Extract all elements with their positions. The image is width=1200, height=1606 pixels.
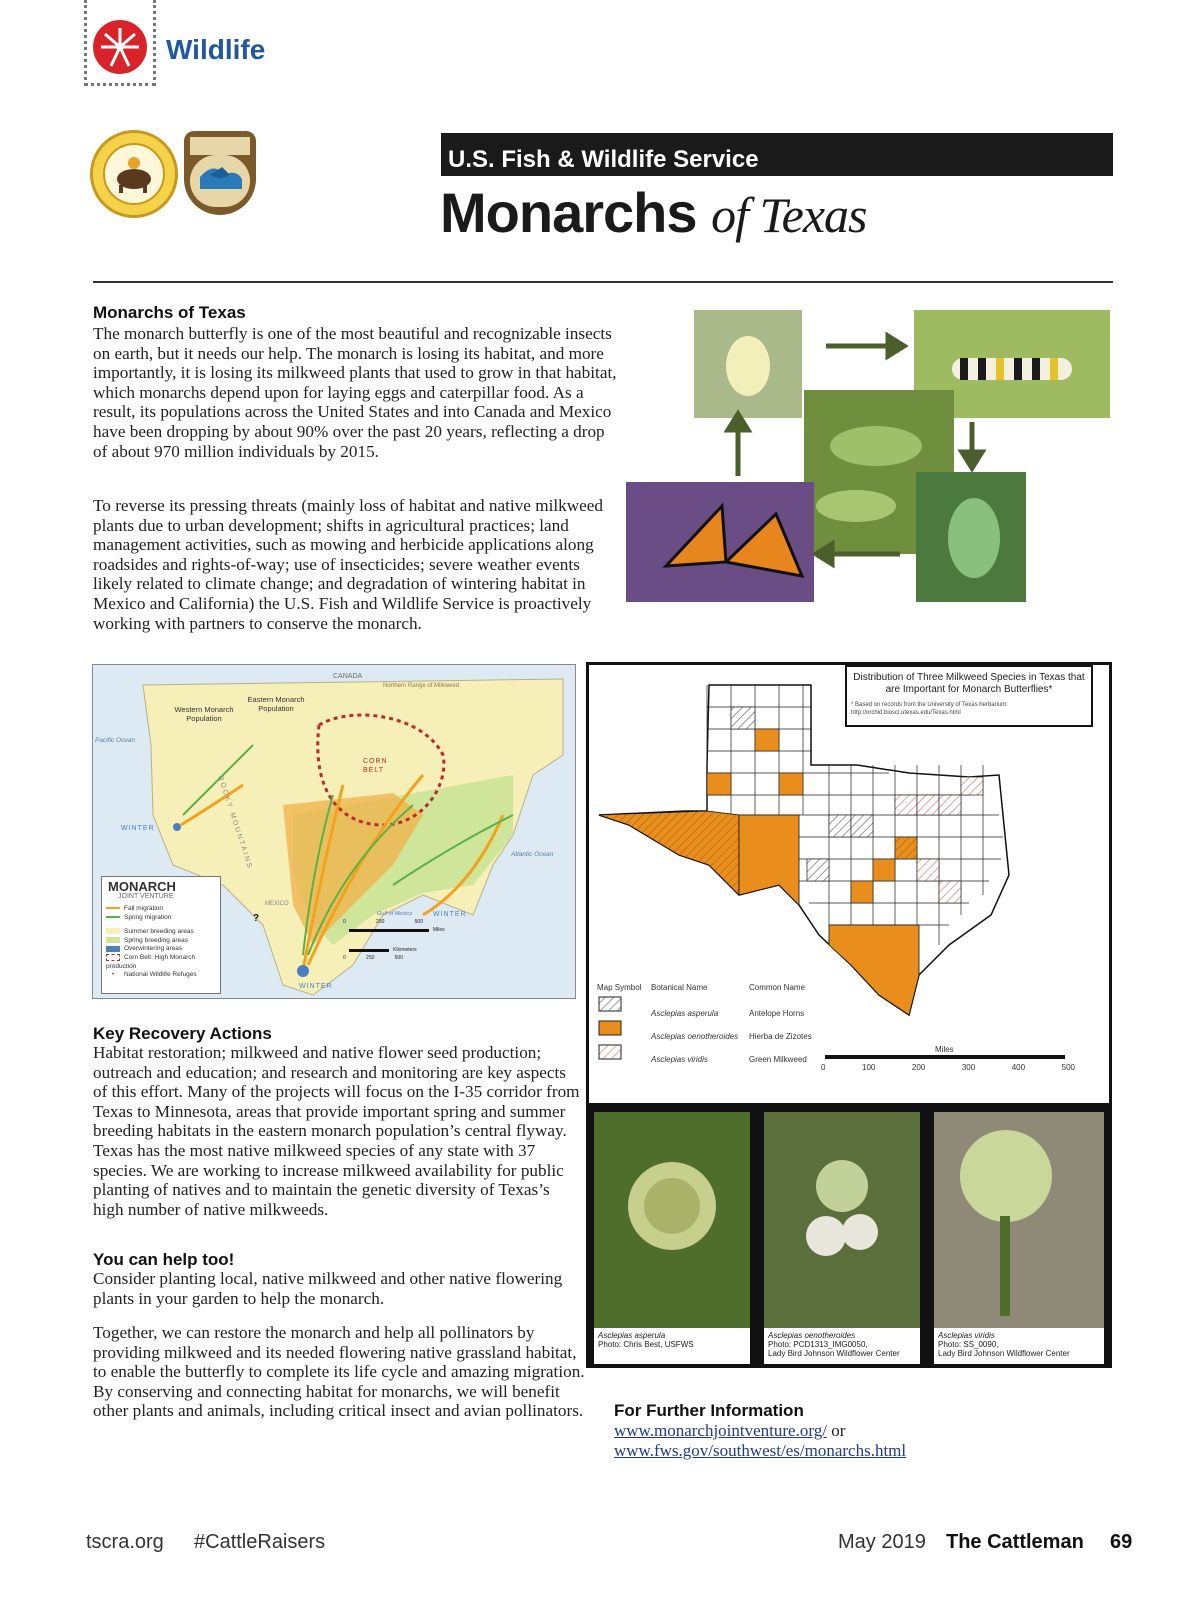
map-scale-km-label: Kilometers xyxy=(393,947,417,953)
map-scale-miles-label: Miles xyxy=(433,927,445,933)
caption-credit: Photo: Chris Best, USFWS xyxy=(598,1340,694,1349)
legend-header-symbol: Map Symbol xyxy=(597,983,642,992)
scale-tick: 0 xyxy=(821,1063,826,1072)
page-title-sub: of Texas xyxy=(711,187,867,243)
texas-scale-ticks xyxy=(821,1063,1075,1072)
fws-shield-logo xyxy=(184,131,256,215)
section-label: Wildlife xyxy=(166,34,266,65)
footer-hashtag: #CattleRaisers xyxy=(194,1531,326,1553)
footer-date: May 2019 xyxy=(838,1531,926,1553)
further-info-heading: For Further Information xyxy=(614,1401,804,1420)
photo-caption-3 xyxy=(934,1328,1104,1364)
legend-botanical-3: Asclepias viridis xyxy=(651,1055,708,1064)
map-label-winter-east: WINTER xyxy=(433,911,467,918)
map-label-canada: CANADA xyxy=(333,673,363,680)
map-label-pacific: Pacific Ocean xyxy=(95,737,136,744)
recovery-paragraph: Habitat restoration; milkweed and native flower seed production; outreach and education; and research and monitoring are key aspects of this effort. Many of the projects will focus on the I-35 corridor from Texas to Minnesota, areas that provide important spring and summer breeding habitats in the eastern monarch population’s central flyway. Texas has the most native milkweed species of any state with 37 species. We are working to increase milkweed availability for public planting of natives and to maintain the genetic diversity of Texas’s high number of native milkweeds. xyxy=(93,1043,580,1219)
caption-credit: Photo: PCD1313_IMG0050, xyxy=(768,1340,868,1349)
monarch-lifecycle-image xyxy=(626,306,1112,622)
legend-header-common: Common Name xyxy=(749,983,806,992)
map-label-eastern-pop: Eastern Monarch Population xyxy=(247,695,305,713)
caption-credit: Lady Bird Johnson Wildflower Center xyxy=(938,1349,1070,1358)
map-scale-miles-ticks xyxy=(343,919,423,925)
map-label-western-pop: Western Monarch Population xyxy=(174,705,234,723)
caption-name: Asclepias asperula xyxy=(598,1331,666,1340)
caption-name: Asclepias viridis xyxy=(938,1331,995,1340)
footer-page-number: 69 xyxy=(1110,1531,1133,1553)
agency-title: U.S. Fish & Wildlife Service xyxy=(448,146,759,173)
help-paragraph-1: Consider planting local, native milkweed and other native flowering plants in your garden to help the monarch. xyxy=(93,1269,563,1308)
legend-item-overwinter: Overwintering areas xyxy=(106,945,220,954)
photo-caption-2 xyxy=(764,1328,920,1364)
intro-paragraph-1: The monarch butterfly is one of the most beautiful and recognizable insects on earth, but it needs our help. The monarch is losing its habitat, and more importantly, it is losing its milkweed plants that used to grow in that habitat, which monarchs depend upon for laying eggs and caterpillar food. As a result, its populations across the United States and into Canada and Mexico have been dropping by about 90% over the past 20 years, reflecting a drop of about 970 million individuals by 2015. xyxy=(93,324,617,461)
scale-tick: 200 xyxy=(911,1063,926,1072)
legend-botanical-2: Asclepias oenotheroides xyxy=(651,1032,739,1041)
map-label-winter-mexico: WINTER xyxy=(299,983,333,990)
interior-department-seal xyxy=(90,130,178,218)
map-label-northern-range: Northern Range of Milkweed xyxy=(383,683,460,689)
scale-tick: 400 xyxy=(1011,1063,1026,1072)
legend-item-spring-area: Spring breeding areas xyxy=(106,937,220,946)
map-scale-tick: 250 xyxy=(376,919,385,925)
legend-common-2: Hierba de Zizotes xyxy=(749,1032,812,1041)
map-scale-km-ticks xyxy=(343,955,403,961)
legend-item-fall: Fall migration xyxy=(106,905,220,914)
legend-common-1: Antelope Horns xyxy=(749,1009,805,1018)
recovery-heading: Key Recovery Actions xyxy=(93,1024,272,1043)
caption-credit: Photo: SS_0090, xyxy=(938,1340,999,1349)
legend-items xyxy=(106,905,220,980)
scale-tick: 300 xyxy=(961,1063,976,1072)
caption-credit: Lady Bird Johnson Wildflower Center xyxy=(768,1349,900,1358)
milkweed-photos xyxy=(586,1106,1112,1368)
legend-header-botanical: Botanical Name xyxy=(651,983,708,992)
legend-item-refuges: • National Wildlife Refuges xyxy=(111,971,197,979)
footer-magazine: The Cattleman xyxy=(946,1531,1084,1553)
legend-botanical-1: Asclepias asperula xyxy=(651,1009,719,1018)
scale-tick: 500 xyxy=(1061,1063,1075,1072)
help-heading: You can help too! xyxy=(93,1250,235,1269)
legend-item-corn-belt: Corn Belt: High Monarch production xyxy=(106,954,196,970)
texas-milkweed-map xyxy=(586,662,1112,1106)
footer-site: tscra.org xyxy=(86,1531,164,1553)
caption-name: Asclepias oenotheroides xyxy=(768,1331,856,1340)
map-label-rocky: ROCKY MOUNTAINS xyxy=(216,775,254,871)
or-text: or xyxy=(826,1421,846,1440)
monarch-jv-link[interactable]: www.monarchjointventure.org/ xyxy=(614,1421,827,1440)
monarch-migration-map xyxy=(92,664,576,999)
texas-map-title: Distribution of Three Milkweed Species in Texas that are Important for Monarch Butterflies* xyxy=(853,672,1085,695)
scale-tick: 100 xyxy=(862,1063,876,1072)
map-label-winter-west: WINTER xyxy=(121,825,155,832)
section-badge xyxy=(84,0,156,86)
map-legend xyxy=(101,876,221,994)
map-label-gulf: Gulf of Mexico xyxy=(377,911,413,917)
map-label-question: ? xyxy=(253,913,260,924)
map-label-atlantic: Atlantic Ocean xyxy=(511,851,554,858)
photo-caption-1 xyxy=(594,1328,750,1364)
title-divider xyxy=(93,281,1113,283)
map-scale-tick: 0 xyxy=(343,919,346,925)
further-info-line-1 xyxy=(614,1421,845,1441)
texas-map-title-box xyxy=(845,665,1093,727)
page-title-main: Monarchs xyxy=(440,181,697,244)
map-scale-miles-bar xyxy=(349,929,429,932)
legend-title: MONARCH xyxy=(108,879,176,894)
intro-paragraph-2: To reverse its pressing threats (mainly loss of habitat and native milkweed plants due to urban development; shifts in agricultural practices; land management activities, such as mowing and herbicide applications along roadsides and rights-of-way; use of insecticides; severe weather events likely related to climate change; and degradation of wintering habitat in Mexico and California) the U.S. Fish and Wildlife Service is proactively working with partners to conserve the monarch. xyxy=(93,496,603,633)
windmill-icon xyxy=(93,20,147,74)
texas-scale-label: Miles xyxy=(935,1045,954,1054)
further-info-line-2 xyxy=(614,1441,906,1461)
map-scale-tick: 500 xyxy=(394,955,403,961)
legend-common-3: Green Milkweed xyxy=(749,1055,807,1064)
help-paragraph-2: Together, we can restore the monarch and help all pollinators by providing milkweed and its needed flowering native grassland habitat, to enable the butterfly to complete its life cycle and amazing migration. By conserving and connecting habitat for monarchs, we will benefit other plants and animals, including critical insect and avian pollinators. xyxy=(93,1323,585,1421)
map-label-corn-belt: CORN BELT xyxy=(363,758,388,774)
map-scale-tick: 0 xyxy=(343,955,346,961)
legend-item-summer: Summer breeding areas xyxy=(106,928,220,937)
map-label-mexico: MEXICO xyxy=(265,901,289,907)
legend-item-spring: Spring migration xyxy=(106,914,220,923)
map-scale-tick: 500 xyxy=(414,919,423,925)
texas-map-note: * Based on records from the University of Texas herbarium: http://orchid.biosci.utexas.edu/Texas.html xyxy=(851,702,1008,716)
legend-subtitle: JOINT VENTURE xyxy=(118,893,174,900)
fws-monarchs-link[interactable]: www.fws.gov/southwest/es/monarchs.html xyxy=(614,1441,907,1460)
map-scale-km-bar xyxy=(349,949,389,952)
intro-heading: Monarchs of Texas xyxy=(93,303,246,322)
page-title xyxy=(440,180,867,245)
map-scale-tick: 250 xyxy=(366,955,375,961)
